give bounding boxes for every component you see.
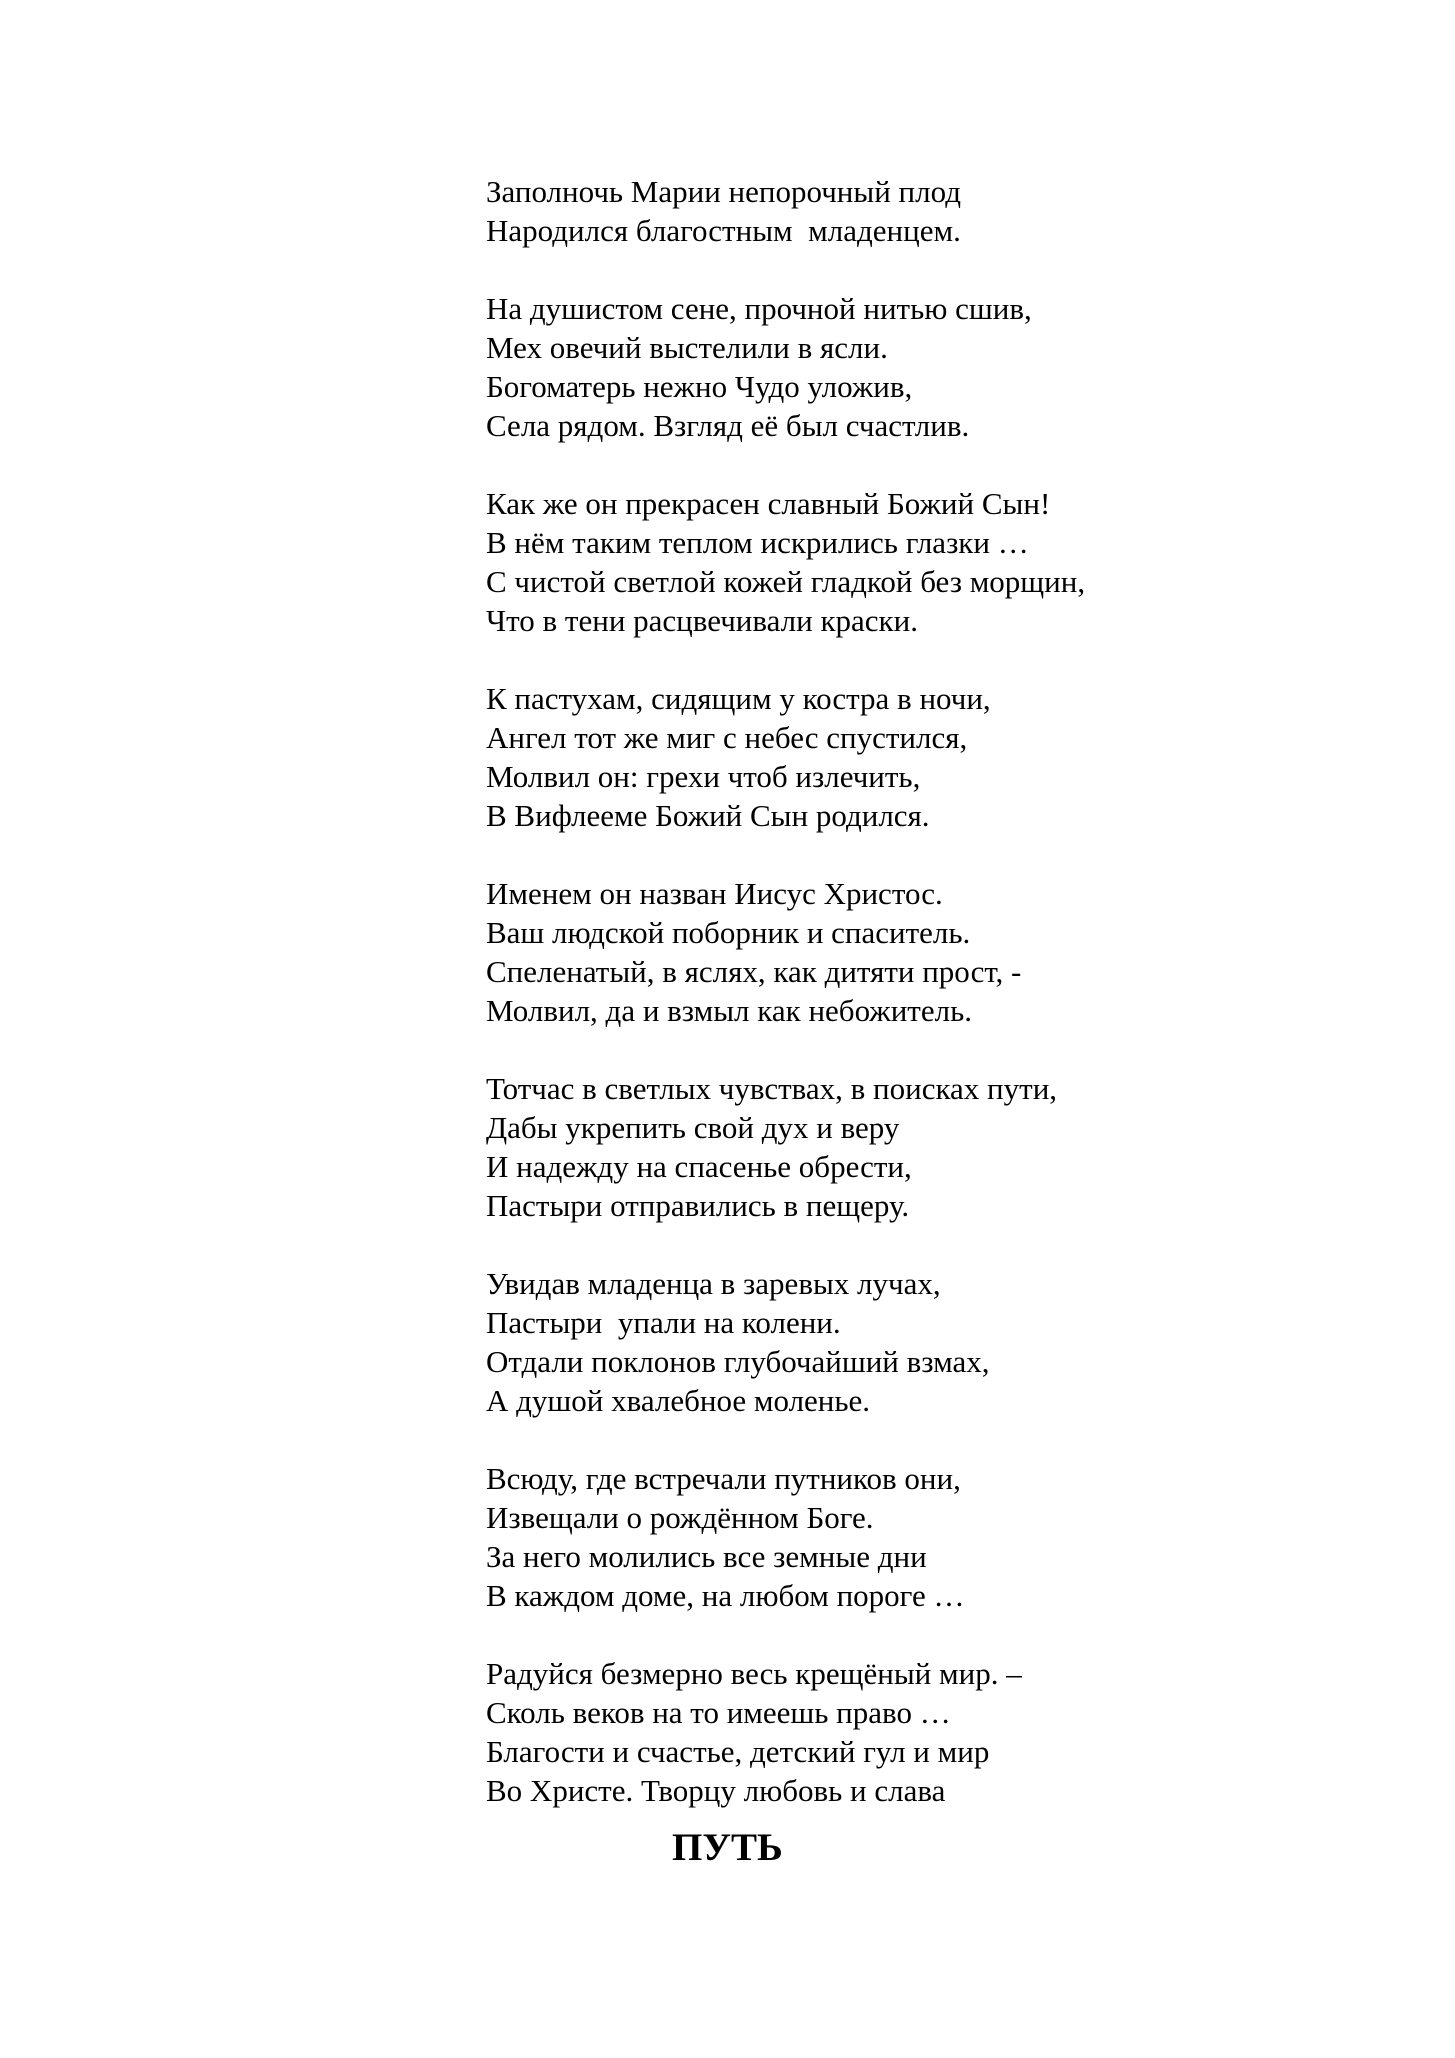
stanza-2 bbox=[486, 289, 1386, 445]
poem-body bbox=[486, 172, 1386, 1810]
poem-line: Мех овечий выстелили в ясли. bbox=[486, 330, 888, 365]
poem-line: Ваш людской поборник и спаситель. bbox=[486, 915, 971, 950]
poem-line: Народился благостным младенцем. bbox=[486, 213, 961, 248]
poem-line: Дабы укрепить свой дух и веру bbox=[486, 1110, 900, 1145]
poem-line: Сколь веков на то имеешь право … bbox=[486, 1695, 951, 1730]
poem-line: Молвил, да и взмыл как небожитель. bbox=[486, 993, 972, 1028]
poem-line: Что в тени расцвечивали краски. bbox=[486, 603, 918, 638]
poem-line: Извещали о рождённом Боге. bbox=[486, 1500, 874, 1535]
next-poem-title: ПУТЬ bbox=[672, 1826, 783, 1869]
stanza-8 bbox=[486, 1459, 1386, 1615]
stanza-3 bbox=[486, 484, 1386, 640]
poem-line: Всюду, где встречали путников они, bbox=[486, 1461, 961, 1496]
poem-line: Радуйся безмерно весь крещёный мир. – bbox=[486, 1656, 1022, 1691]
poem-line: Заполночь Марии непорочный плод bbox=[486, 174, 961, 209]
stanza-1 bbox=[486, 172, 1386, 250]
stanza-7 bbox=[486, 1264, 1386, 1420]
poem-line: Как же он прекрасен славный Божий Сын! bbox=[486, 486, 1051, 521]
stanza-9 bbox=[486, 1654, 1386, 1810]
poem-line: Богоматерь нежно Чудо уложив, bbox=[486, 369, 913, 404]
poem-line: К пастухам, сидящим у костра в ночи, bbox=[486, 681, 991, 716]
poem-line: В каждом доме, на любом пороге … bbox=[486, 1578, 965, 1613]
poem-line: Села рядом. Взгляд её был счастлив. bbox=[486, 408, 970, 443]
poem-line: За него молились все земные дни bbox=[486, 1539, 927, 1574]
stanza-4 bbox=[486, 679, 1386, 835]
stanza-5 bbox=[486, 874, 1386, 1030]
poem-line: И надежду на спасенье обрести, bbox=[486, 1149, 912, 1184]
poem-line: Увидав младенца в заревых лучах, bbox=[486, 1266, 941, 1301]
poem-line: Спеленатый, в яслях, как дитяти прост, - bbox=[486, 954, 1022, 989]
poem-line: Именем он назван Иисус Христос. bbox=[486, 876, 943, 911]
stanza-6 bbox=[486, 1069, 1386, 1225]
poem-line: Тотчас в светлых чувствах, в поисках пути, bbox=[486, 1071, 1058, 1106]
poem-line: Отдали поклонов глубочайший взмах, bbox=[486, 1344, 990, 1379]
poem-line: Молвил он: грехи чтоб излечить, bbox=[486, 759, 921, 794]
poem-line: Благости и счастье, детский гул и мир bbox=[486, 1734, 990, 1769]
poem-line: Во Христе. Творцу любовь и слава bbox=[486, 1773, 946, 1808]
poem-line: На душистом сене, прочной нитью сшив, bbox=[486, 291, 1032, 326]
poem-line: А душой хвалебное моленье. bbox=[486, 1383, 871, 1418]
poem-line: Ангел тот же миг с небес спустился, bbox=[486, 720, 968, 755]
poem-line: В Вифлееме Божий Сын родился. bbox=[486, 798, 930, 833]
poem-line: В нём таким теплом искрились глазки … bbox=[486, 525, 1029, 560]
poem-line: Пастыри отправились в пещеру. bbox=[486, 1188, 910, 1223]
poem-line: С чистой светлой кожей гладкой без морщин, bbox=[486, 564, 1086, 599]
poem-line: Пастыри упали на колени. bbox=[486, 1305, 841, 1340]
